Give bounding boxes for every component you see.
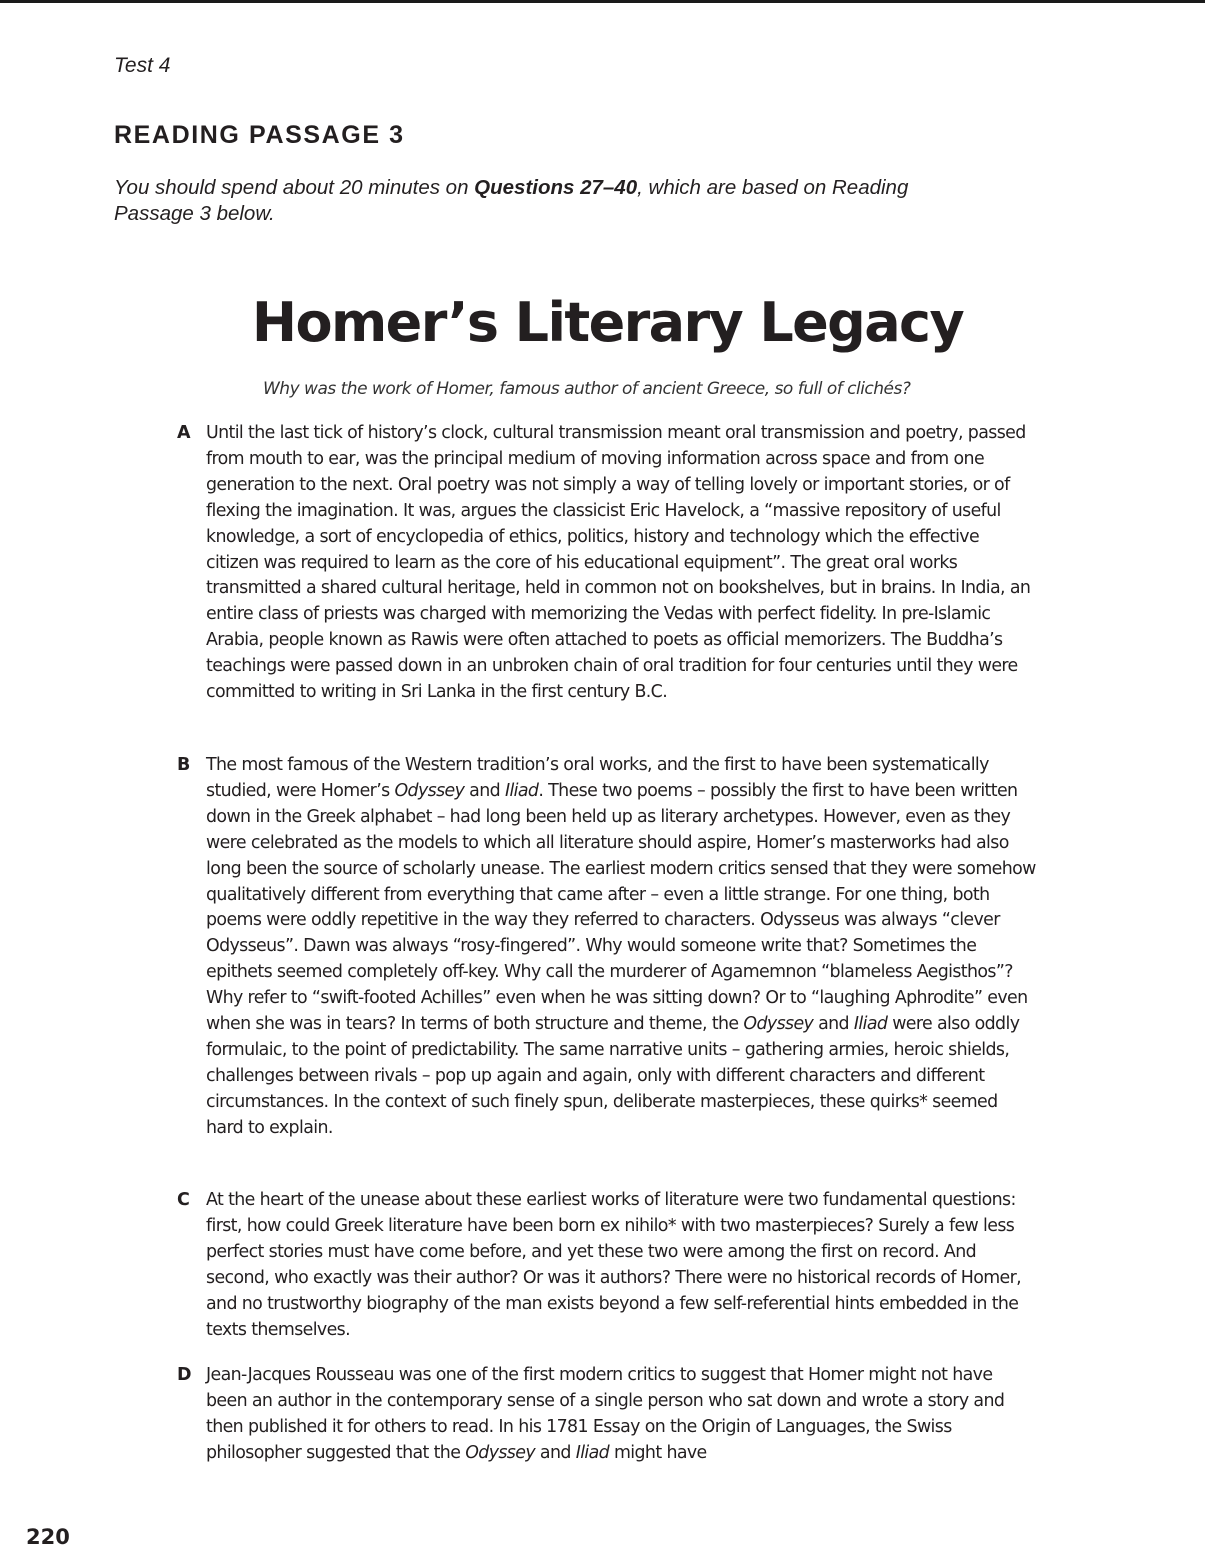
text-run: The most famous of the Western tradition’s oral works, and the first to have been systematically studied, were Homer’s	[206, 755, 989, 801]
paragraph-letter: D	[177, 1365, 192, 1385]
book-title-iliad: Iliad	[853, 1014, 888, 1035]
book-title-odyssey: Odyssey	[743, 1014, 814, 1035]
article-subtitle: Why was the work of Homer, famous author of ancient Greece, so full of clichés?	[263, 379, 911, 399]
paragraph-text: At the heart of the unease about these earliest works of literature were two fundamental questions: first, how could Greek literature have been born ex nihilo* with two masterpieces? Surely a few less perfect stories must have come before, and yet these two were among the first on record. And second, who exactly was their author? Or was it authors? There were no historical records of Homer, and no trustworthy biography of the man exists beyond a few self-referential hints embedded in the texts themselves.	[206, 1190, 1022, 1340]
paragraph-letter: A	[177, 423, 191, 443]
instruction-questions: Questions 27–40	[474, 176, 638, 199]
top-rule	[0, 0, 1205, 3]
text-run: . These two poems – possibly the first to have been written down in the Greek alphabet – had long been held up as literary archetypes. However, even as they were celebrated as the models to which all literature should aspire, Homer’s masterworks had also long been the source of scholarly unease. The earliest modern critics sensed that they were somehow qualitatively different from everything that came after – even a little strange. For one thing, both poems were oddly repetitive in the way they referred to characters. Odysseus was always “clever Odysseus”. Dawn was always “rosy-fingered”. Why would someone write that? Sometimes the epithets seemed completely off-key. Why call the murderer of Agamemnon “blameless Aegisthos”? Why refer to “swift-footed Achilles” even when he was sitting down? Or to “laughing Aphrodite” even when she was in tears? In terms of both structure and theme, the	[206, 780, 1036, 1035]
book-title-odyssey: Odyssey	[394, 780, 465, 801]
text-run: and	[535, 1442, 576, 1463]
text-run: and	[464, 780, 505, 801]
instruction-after: , which are based on Reading Passage 3 below.	[114, 176, 909, 225]
text-run: were also oddly formulaic, to the point of predictability. The same narrative units – gathering armies, heroic shields, challenges between rivals – pop up again and again, only with different characters and different circumstances. In the context of such finely spun, deliberate masterpieces, these quirks* seemed hard to explain.	[206, 1014, 1020, 1138]
passage-label: READING PASSAGE 3	[114, 121, 405, 149]
page-number: 220	[26, 1525, 70, 1549]
paragraph-text	[206, 753, 1036, 1142]
instruction-before: You should spend about 20 minutes on	[114, 176, 475, 199]
paragraph-text	[206, 1363, 1036, 1467]
text-run: might have	[609, 1442, 707, 1463]
instruction-text	[114, 175, 914, 227]
paragraph-letter: C	[177, 1190, 190, 1210]
book-title-iliad: Iliad	[504, 780, 539, 801]
running-head: Test 4	[114, 54, 171, 77]
book-title-odyssey: Odyssey	[465, 1442, 535, 1463]
text-run: and	[813, 1014, 854, 1035]
paragraph-letter: B	[177, 755, 191, 775]
article-title: Homer’s Literary Legacy	[251, 291, 964, 354]
book-title-iliad: Iliad	[575, 1442, 610, 1463]
paragraph-text: Until the last tick of history’s clock, cultural transmission meant oral transmission and poetry, passed from mouth to ear, was the principal medium of moving information across space and from one generation to the next. Oral poetry was not simply a way of telling lovely or important stories, or of flexing the imagination. It was, argues the classicist Eric Havelock, a “massive repository of useful knowledge, a sort of encyclopedia of ethics, politics, history and technology which the effective citizen was required to learn as the core of his educational equipment”. The great oral works transmitted a shared cultural heritage, held in common not on bookshelves, but in brains. In India, an entire class of priests was charged with memorizing the Vedas with perfect fidelity. In pre-Islamic Arabia, people known as Rawis were often attached to poets as official memorizers. The Buddha’s teachings were passed down in an unbroken chain of oral tradition for four centuries until they were committed to writing in Sri Lanka in the first century B.C.	[206, 423, 1031, 703]
text-run: Jean-Jacques Rousseau was one of the first modern critics to suggest that Homer might not have been an author in the contemporary sense of a single person who sat down and wrote a story and then published it for others to read. In his 1781 Essay on the Origin of Languages, the Swiss philosopher suggested that the	[206, 1365, 1005, 1463]
